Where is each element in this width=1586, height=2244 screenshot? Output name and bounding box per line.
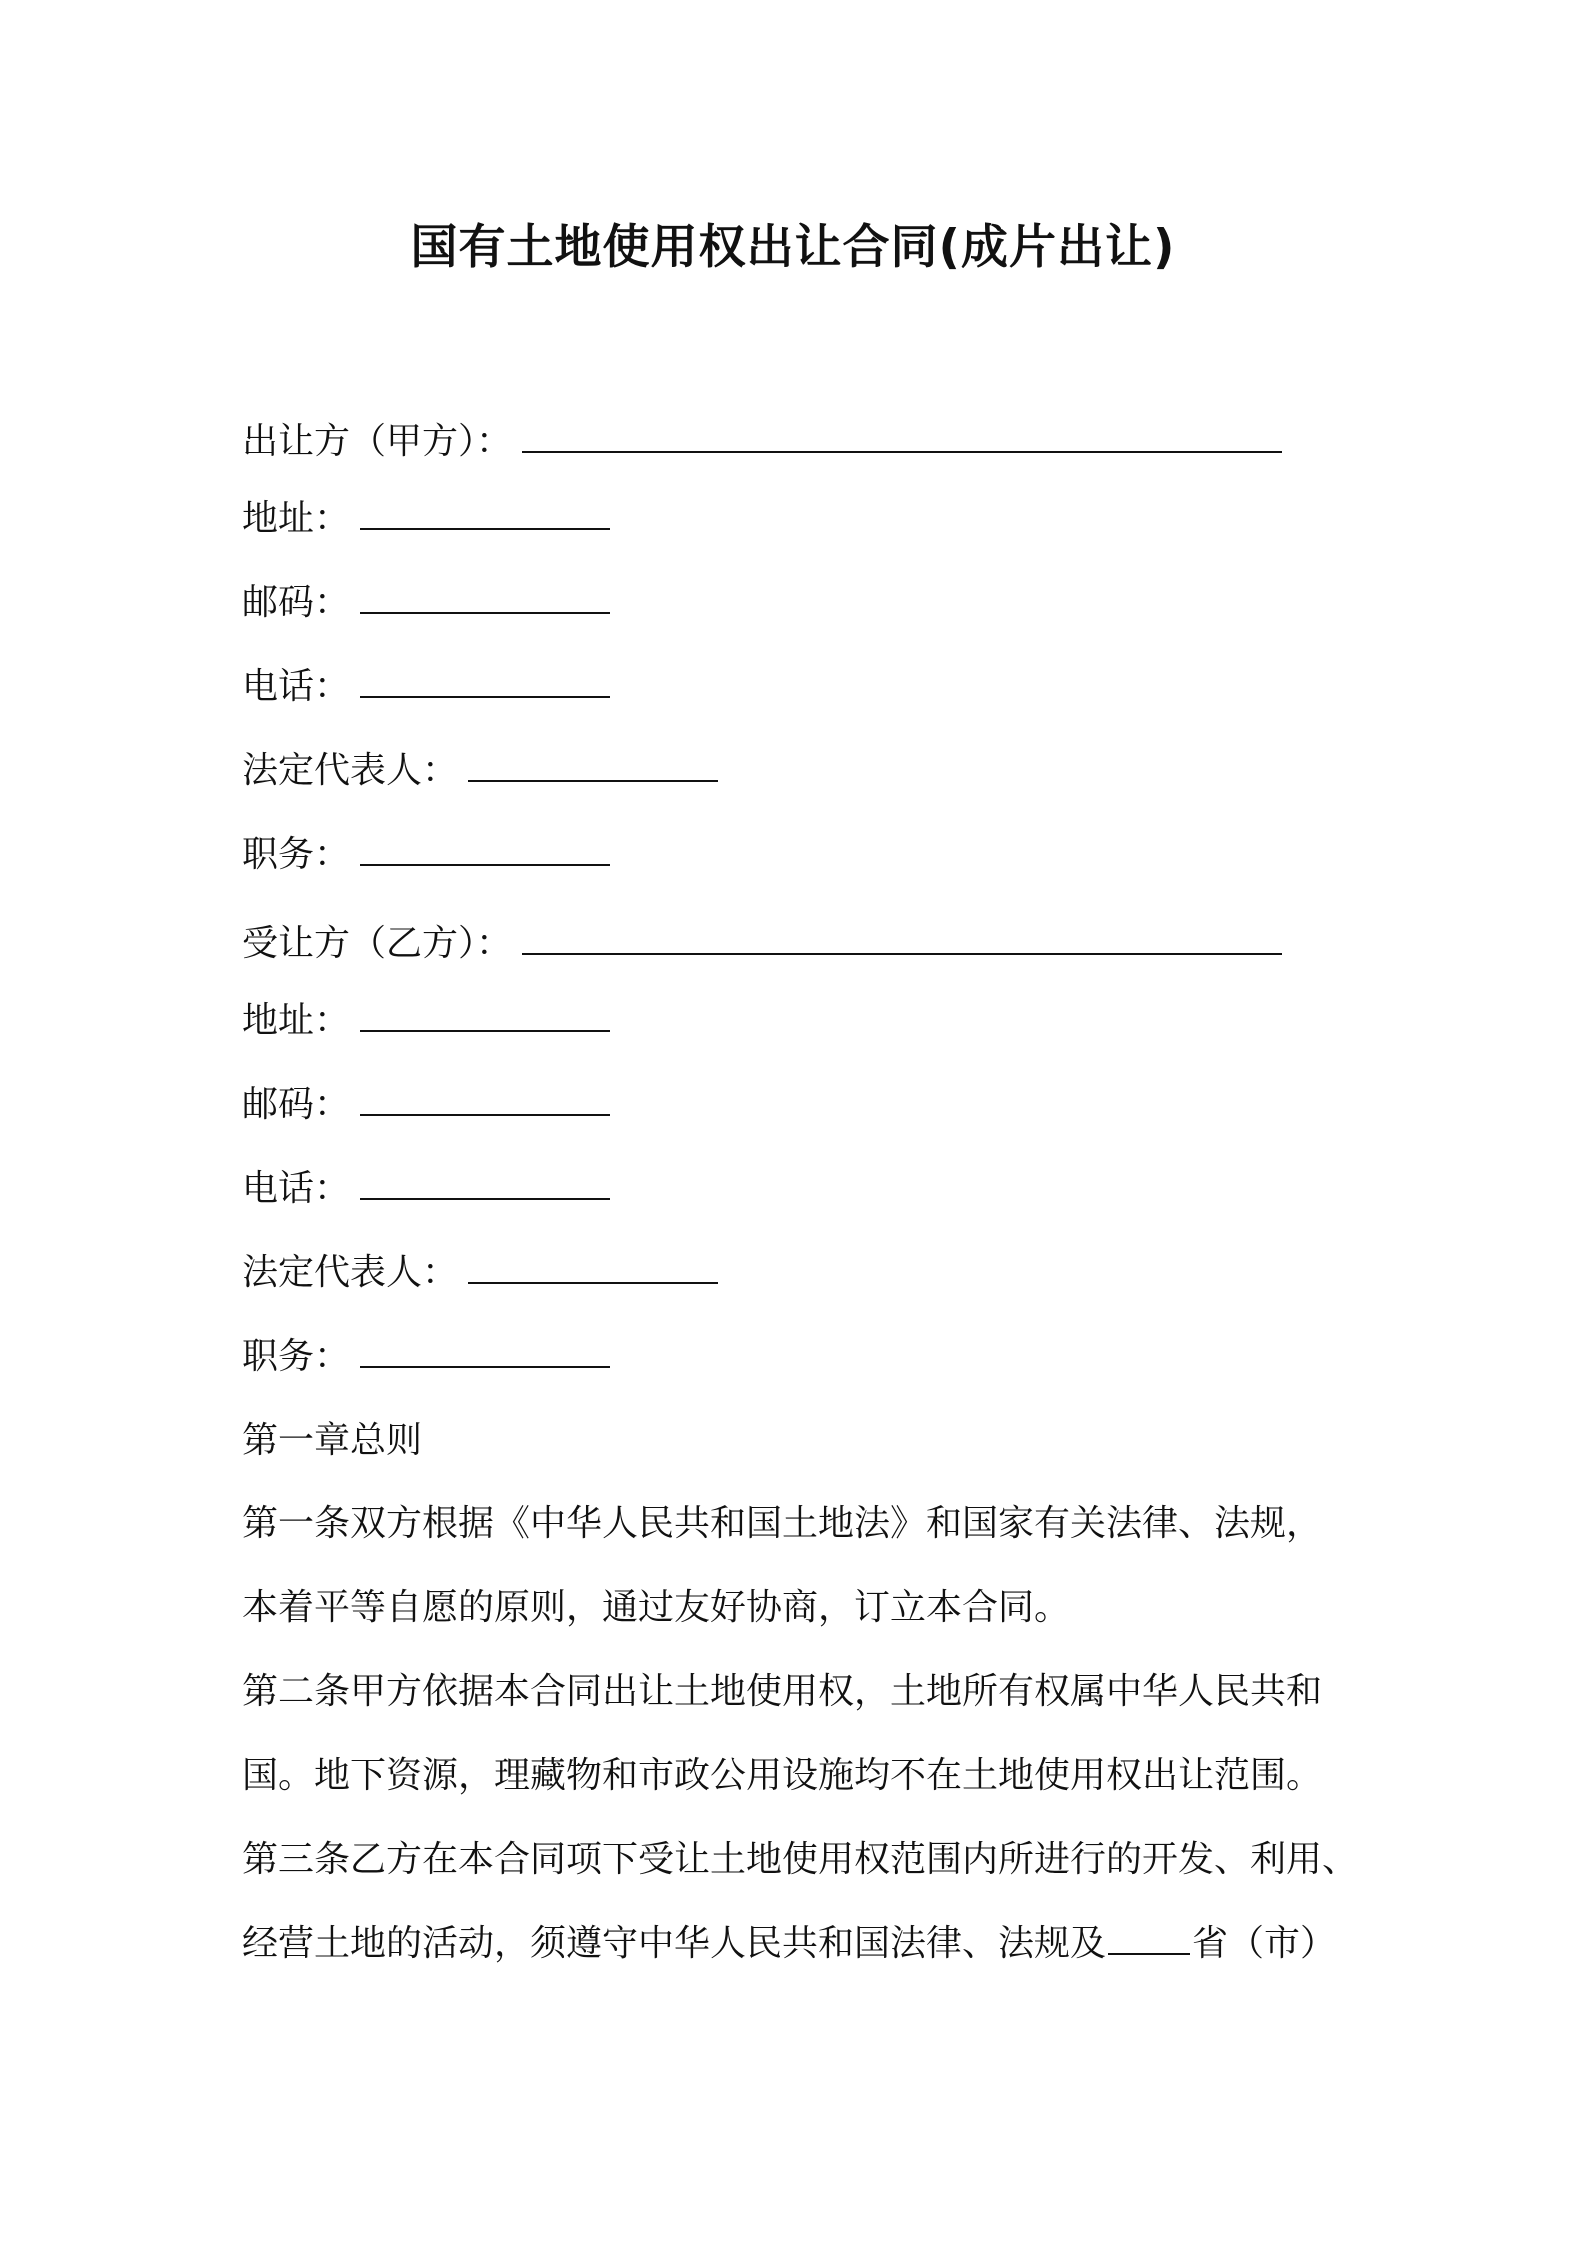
party-b-phone-blank[interactable] [360,1168,610,1200]
party-b-position-blank[interactable] [360,1336,610,1368]
party-b-header-line [242,922,1282,966]
article-3-line-2-text-post: 省（市） [1192,1923,1337,1964]
party-a-phone-line [242,665,610,709]
party-a-legal-rep-blank[interactable] [468,750,718,782]
party-a-position-label: 职务： [242,834,351,875]
party-a-position-blank[interactable] [360,834,610,866]
party-a-header-line [242,420,1282,464]
party-b-postcode-blank[interactable] [360,1084,610,1116]
document-title: 国有土地使用权出让合同(成片出让) [410,220,1176,275]
party-a-address-line [242,497,610,541]
party-b-legal-rep-blank[interactable] [468,1252,718,1284]
party-b-phone-line [242,1167,610,1211]
article-2-line-2: 国。地下资源，理藏物和市政公用设施均不在土地使用权出让范围。 [242,1755,1323,1796]
article-1-line-1: 第一条双方根据《中华人民共和国土地法》和国家有关法律、法规， [242,1503,1323,1544]
party-a-phone-blank[interactable] [360,666,610,698]
chapter-heading: 第一章总则 [242,1420,423,1461]
party-a-address-blank[interactable] [360,498,610,530]
party-b-position-label: 职务： [242,1336,351,1377]
party-a-phone-label: 电话： [242,666,351,707]
article-2-line-1: 第二条甲方依据本合同出让土地使用权，土地所有权属中华人民共和 [242,1671,1323,1712]
party-b-legal-rep-line [242,1251,718,1295]
party-b-header-label: 受让方（乙方）： [242,923,513,964]
party-b-name-blank[interactable] [522,923,1282,955]
party-a-header-label: 出让方（甲方）： [242,421,513,462]
party-b-phone-label: 电话： [242,1168,351,1209]
party-a-legal-rep-label: 法定代表人： [242,750,459,791]
party-a-legal-rep-line [242,749,718,793]
party-a-postcode-line [242,581,610,625]
party-b-postcode-label: 邮码： [242,1084,351,1125]
article-3-line-2 [242,1922,1336,1966]
party-b-postcode-line [242,1083,610,1127]
article-3-line-1: 第三条乙方在本合同项下受让土地使用权范围内所进行的开发、利用、 [242,1839,1359,1880]
party-a-address-label: 地址： [242,498,351,539]
party-b-address-blank[interactable] [360,1000,610,1032]
party-a-name-blank[interactable] [522,421,1282,453]
party-b-legal-rep-label: 法定代表人： [242,1252,459,1293]
party-b-address-line [242,999,610,1043]
party-a-position-line [242,833,610,877]
party-a-postcode-label: 邮码： [242,582,351,623]
party-b-position-line [242,1335,610,1379]
party-a-postcode-blank[interactable] [360,582,610,614]
province-blank[interactable] [1108,1923,1190,1955]
party-b-address-label: 地址： [242,1000,351,1041]
article-3-line-2-text-pre: 经营土地的活动，须遵守中华人民共和国法律、法规及 [242,1923,1107,1964]
article-1-line-2: 本着平等自愿的原则，通过友好协商，订立本合同。 [242,1587,1071,1628]
